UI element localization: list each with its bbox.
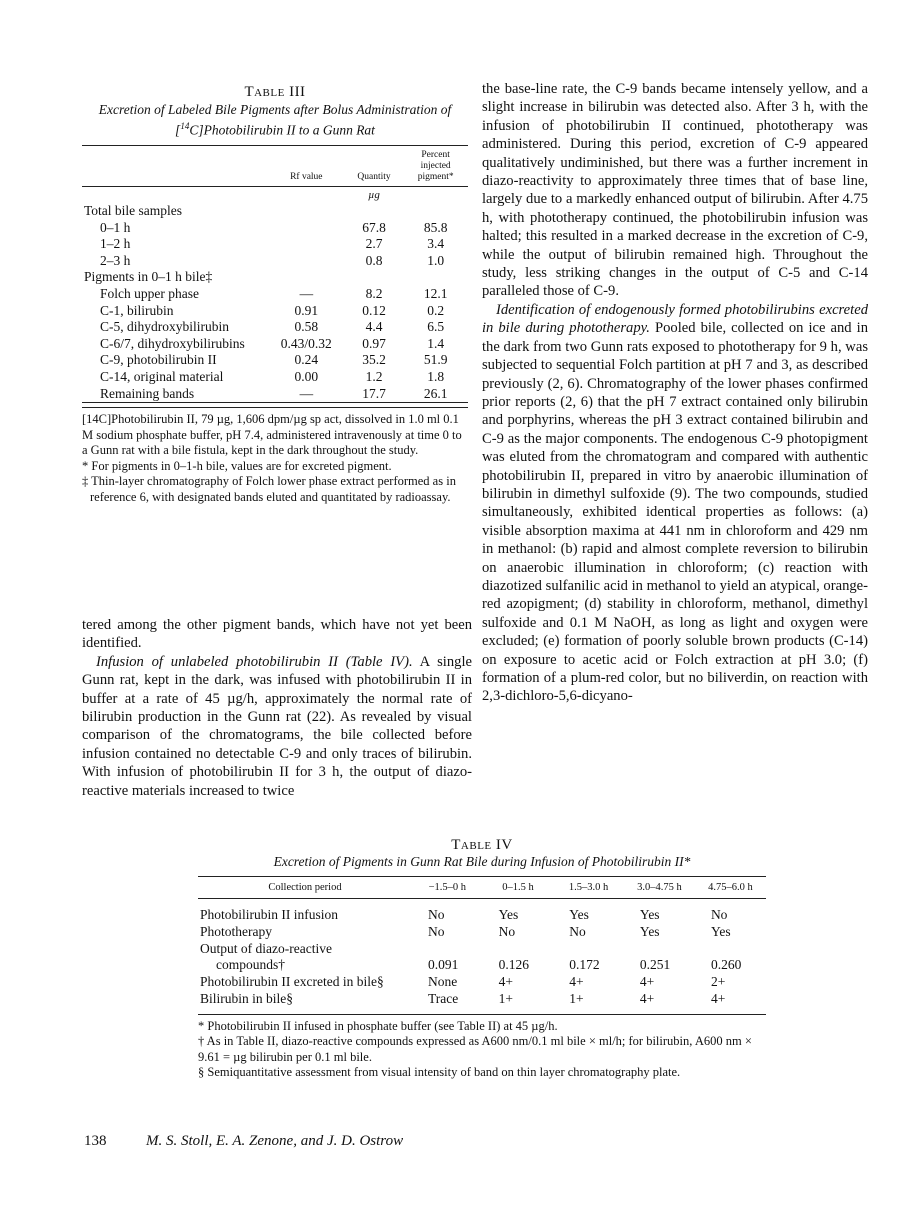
right-column-text [482,80,868,706]
row-label: Photobilirubin II excreted in bile§ [200,974,384,990]
footnote-dagger: ‡ Thin-layer chromatography of Folch lower phase extract performed as in reference 6, with designated bands eluted and quantitated by radioassay. [82,474,456,504]
row-label: 2–3 h [100,252,131,268]
table-row [198,974,766,991]
value-cell [483,941,554,958]
footnote-star: * Photobilirubin II infused in phosphate buffer (see Table II) at 45 µg/h. [198,1018,558,1033]
footnote-star: * For pigments in 0–1-h bile, values are for excreted pigment. [82,458,392,473]
col-period: 4.75–6.0 h [695,877,766,899]
rf-cell: — [299,385,314,401]
table-row [82,220,468,237]
rf-cell: 0.91 [294,302,319,318]
rf-cell: — [299,286,314,302]
row-label: Pigments in 0–1 h bile‡ [84,269,213,285]
authors: M. S. Stoll, E. A. Zenone, and J. D. Ostrow [146,1133,404,1149]
table-row [198,924,766,941]
percent-cell: 1.4 [427,335,445,351]
quantity-cell [345,269,404,286]
rf-cell [268,236,345,253]
value-cell: 2+ [710,974,726,990]
table-iv [198,837,766,1081]
value-cell: Yes [639,923,660,939]
quantity-cell: 17.7 [362,385,386,401]
value-cell: 0.260 [710,957,742,973]
percent-cell: 6.5 [427,319,445,335]
footnote-dagger: † As in Table II, diazo-reactive compounds expressed as A600 nm/0.1 ml bile × ml/h; for bilirubin, A600 nm × 9.61 = µg bilirubin per 0.1 ml bile. [198,1034,752,1064]
percent-cell: 85.8 [423,219,448,235]
footnote-main: [14C]Photobilirubin II, 79 µg, 1,606 dpm/µg sp act, dissolved in 1.0 ml 0.1 M sodium phosphate buffer, pH 7.4, administered intravenously at time 0 to a Gunn rat with a bile fistula, kept in the dark throughout the study. [82,412,462,458]
value-cell: Yes [498,907,519,922]
paragraph: the base-line rate, the C-9 bands became intensely yellow, and a slight increase in bilirubin was detected also. After 3 h, with the infusion of photobilirubin II continued, phototherapy was administered. During this period, excretion of C-9 appeared qualitatively undiminished, but there was a further increment in diazo-reactivity to approximately three times that of base line, largely due to a markedly enhanced output of bilirubin. After 4.75 h, with phototherapy continued, the photobilirubin infusion was halted; this resulted in a marked decrease in the excretion of C-9, while the output of bilirubin remained high. Throughout the study, less striking changes in the output of C-5 and C-14 paralleled those of C-9. [482,81,868,300]
value-cell: 0.172 [569,957,600,973]
value-cell: 1+ [569,990,584,1006]
col-period: −1.5–0 h [412,877,483,899]
page-number: 138 [84,1133,107,1149]
value-cell: No [498,923,516,939]
table-iii-grid [82,145,468,404]
col-quantity: Quantity [357,171,391,182]
rf-cell: 0.43/0.32 [280,335,332,351]
row-label: Output of diazo-reactive [200,940,332,956]
value-cell: 4+ [639,990,655,1006]
percent-cell [403,203,468,220]
table-row [198,957,766,974]
percent-cell: 0.2 [427,302,445,318]
quantity-cell: 0.8 [365,252,383,268]
table-iv-grid [198,876,766,1008]
table-iv-label: Table IV [451,837,513,853]
table-row [198,991,766,1008]
value-cell: 0.126 [498,957,530,973]
page-footer [84,1133,403,1150]
quantity-cell: 35.2 [362,352,386,368]
value-cell: 0.091 [428,957,459,973]
row-label: Total bile samples [84,203,183,219]
table-row [198,941,766,958]
table-row [82,253,468,270]
percent-cell: 1.8 [427,369,445,385]
value-cell: No [710,907,728,922]
table-row [82,286,468,303]
value-cell [412,941,483,958]
paragraph: Infusion of unlabeled photobilirubin II (Table IV). A single Gunn rat, kept in the dark, was infused with photobilirubin II in buffer at a rate of 45 µg/h, approximately the normal rate of bilirubin production in the Gunn rat (22). As revealed by visual comparison of the chromatograms, the bile collected before infusion contained no detectable C-9 and only traces of bilirubin. With infusion of photobilirubin II for 3 h, the output of diazo-reactive materials increased to twice [82,653,472,799]
value-cell [624,941,695,958]
value-cell: 4+ [498,974,514,990]
quantity-cell: 2.7 [365,236,383,252]
paragraph: tered among the other pigment bands, which have not yet been identified. [82,617,472,652]
value-cell: Trace [428,990,459,1006]
table-row [82,352,468,369]
percent-cell: 12.1 [423,286,448,302]
row-label: C-5, dihydroxybilirubin [100,319,229,335]
value-cell: None [428,974,458,990]
rf-cell: 0.24 [294,352,319,368]
quantity-cell: 1.2 [365,369,383,385]
value-cell: No [569,923,586,939]
paragraph: Identification of endogenously formed photobilirubins excreted in bile during phototherapy. Pooled bile, collected on ice and in the dark from two Gunn rats exposed to phototherapy for 9 h, was subjected to sequential Folch partition at pH 7 and 3, as described previously (2, 6). Chromatography of the lower phases confirmed prior reports (2, 6) that the pH 7 extract contained only bilirubin and porphyrins, whereas the pH 3 extract contained bilirubin and C-9 as the major components. The endogenous C-9 photopigment was eluted from the chromatogram and compared with authentic photobilirubin II, prepared in vitro by anaerobic illumination of bilirubin in dimethyl sulfoxide (9). The two compounds, studied simultaneously, exhibited identical properties as follows: (a) visible absorption maxima at 441 nm in chloroform and 429 nm in methanol: (b) rapid and almost complete reversion to bilirubin on anaerobic illumination in chloroform; (c) reaction with diazotized sulfanilic acid in methanol to yield an atypical, orange-red azopigment; (d) stability in chloroform, methanol, dimethyl sulfoxide and 0.1 M NaOH, as long as light and oxygen were excluded; (e) formation of poorly soluble brown products (C-14) on exposure to acetic acid or Folch extraction at pH 3.0; (f) formation of a plum-red color, but no biliverdin, on reaction with 2,3-dichloro-5,6-dicyano- [482,301,868,705]
quantity-cell [345,203,404,220]
row-label: Folch upper phase [100,286,199,302]
row-label: C-6/7, dihydroxybilirubins [100,335,245,351]
value-cell: Yes [569,907,589,922]
table-row [82,319,468,336]
row-label: 0–1 h [100,219,131,235]
value-cell: Yes [639,907,660,922]
table-row [82,386,468,403]
quantity-cell: 4.4 [365,319,383,335]
row-label: compounds† [216,957,285,973]
row-label: Phototherapy [200,923,272,939]
table-iii [82,84,468,505]
row-label: 1–2 h [100,236,131,252]
table-iii-footnotes [82,407,468,505]
value-cell: 4+ [710,990,726,1006]
rf-cell: 0.58 [294,319,319,335]
col-rf: Rf value [290,171,323,182]
quantity-cell: 8.2 [365,286,383,302]
value-cell: 4+ [639,974,655,990]
value-cell [695,941,766,958]
row-label: Remaining bands [100,385,195,401]
unit-label: µg [368,188,380,201]
row-label: Bilirubin in bile§ [200,990,293,1006]
quantity-cell: 0.12 [362,302,386,318]
table-row [198,899,766,924]
table-row [82,303,468,320]
footnote-section: § Semiquantitative assessment from visual intensity of band on thin layer chromatography plate. [198,1065,681,1080]
percent-cell: 51.9 [423,352,448,368]
table-iii-label: Table III [244,84,306,100]
col-period: 3.0–4.75 h [624,877,695,899]
table-row [82,236,468,253]
rf-cell [268,220,345,237]
percent-cell: 26.1 [423,385,448,401]
value-cell: No [428,907,445,922]
col-period: 0–1.5 h [483,877,554,899]
table-row [82,369,468,386]
col-percent: Percent injected pigment* [417,149,454,182]
percent-cell [403,269,468,286]
quantity-cell: 0.97 [362,335,386,351]
rf-cell: 0.00 [294,369,319,385]
rf-cell [268,203,345,220]
table-row [82,269,468,286]
percent-cell: 1.0 [427,252,445,268]
table-iv-title: Excretion of Pigments in Gunn Rat Bile during Infusion of Photobilirubin II* [273,854,691,869]
value-cell: No [428,923,445,939]
value-cell: 4+ [569,974,584,990]
table-iv-footnotes [198,1014,766,1081]
col-period: 1.5–3.0 h [553,877,624,899]
table-row [82,203,468,220]
value-cell: 0.251 [639,957,671,973]
row-label: C-9, photobilirubin II [100,352,217,368]
table-row [82,336,468,353]
rf-cell [268,269,345,286]
quantity-cell: 67.8 [362,219,386,235]
rf-cell [268,253,345,270]
value-cell: Yes [710,923,731,939]
row-label: C-1, bilirubin [100,302,174,318]
row-label: Photobilirubin II infusion [200,907,338,922]
col-collection-period: Collection period [198,877,412,899]
left-column-text [82,616,472,800]
table-iii-title: Excretion of Labeled Bile Pigments after Bolus Administration of [$^{14}$C]Photobilirubin II to a Gunn Rat [98,102,452,138]
row-label: C-14, original material [100,369,224,385]
percent-cell: 3.4 [427,236,445,252]
value-cell [553,941,624,958]
value-cell: 1+ [498,990,514,1006]
